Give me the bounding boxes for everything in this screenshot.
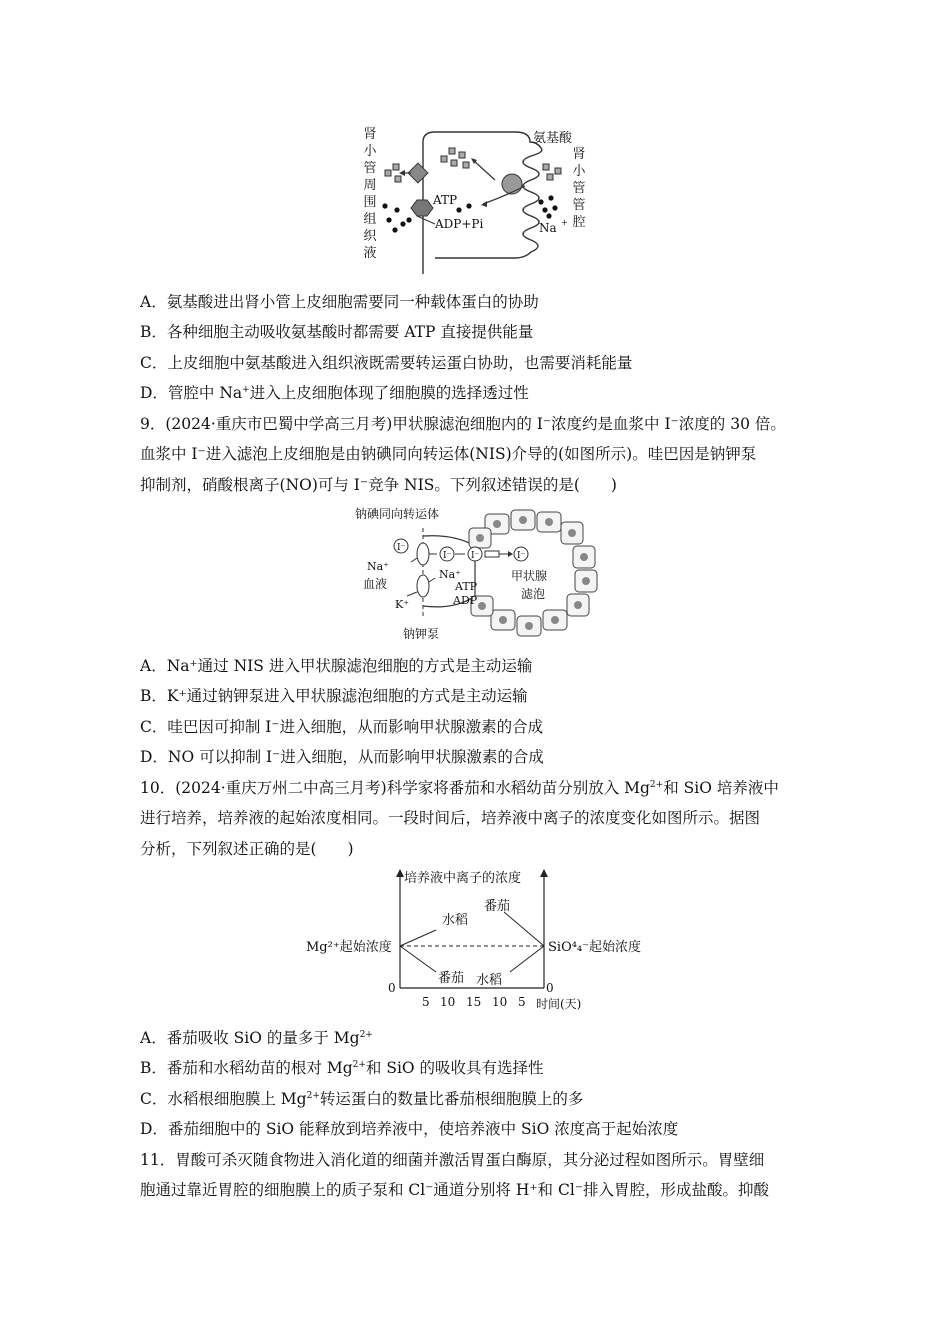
k-label: K⁺ <box>395 598 410 611</box>
q8-option-c: C．上皮细胞中氨基酸进入组织液既需要转运蛋白协助，也需要消耗能量 <box>140 354 633 372</box>
mg-rice-line <box>400 930 436 946</box>
q11-stem-line-2: 胞通过靠近胃腔的细胞膜上的质子泵和 Cl⁻通道分别将 H⁺和 Cl⁻排入胃腔，形成盐酸。抑酸 <box>140 1181 769 1199</box>
q9-option-b: B．K⁺通过钠钾泵进入甲状腺滤泡细胞的方式是主动运输 <box>140 687 528 705</box>
thyroid-diagram <box>345 506 605 646</box>
atp-pump-icon <box>411 200 433 216</box>
origin-right: 0 <box>546 981 554 995</box>
ion-concentration-chart <box>300 866 660 1016</box>
q8-option-a: A．氨基酸进出肾小管上皮细胞需要同一种载体蛋白的协助 <box>140 293 539 311</box>
q10-option-c: C．水稻根细胞膜上 $Mg^{2+}$转运蛋白的数量比番茄根细胞膜上的多 <box>140 1090 584 1108</box>
atp-label: ATP <box>455 580 478 593</box>
adp-label: ADP+Pi <box>435 217 484 231</box>
svg-text:I⁻: I⁻ <box>443 551 452 561</box>
blood-label: 血液 <box>363 577 388 591</box>
q9-stem-line-1: 9．(2024·重庆市巴蜀中学高三月考)甲状腺滤泡细胞内的 I⁻浓度约是血浆中 I⁻浓度的 30 倍。 <box>140 415 786 433</box>
x-tick: 5 <box>518 995 526 1009</box>
q10-stem-line-2: 进行培养，培养液的起始浓度相同。一段时间后，培养液中离子的浓度变化如图所示。据图 <box>140 809 761 827</box>
x-axis-label: 时间(天) <box>536 997 582 1011</box>
na-label: Na <box>539 221 557 235</box>
svg-text:+: + <box>561 218 568 227</box>
series-label-rice-si: 水稻 <box>476 973 503 988</box>
q9-stem-line-3: 抑制剂，硝酸根离子(NO)可与 I⁻竞争 NIS。下列叙述错误的是( ) <box>140 476 617 494</box>
pump-label: 钠钾泵 <box>403 627 440 641</box>
mg-tomato-line <box>400 946 436 972</box>
q10-option-d: D．番茄细胞中的 SiO 能释放到培养液中，使培养液中 SiO 浓度高于起始浓度 <box>140 1120 679 1138</box>
q9-option-c: C．哇巴因可抑制 I⁻进入细胞，从而影响甲状腺激素的合成 <box>140 718 544 736</box>
amino-acid-label: 氨基酸 <box>533 131 573 146</box>
x-tick: 10 <box>492 995 508 1009</box>
x-tick: 15 <box>466 995 482 1009</box>
series-label-rice-mg: 水稻 <box>442 913 469 928</box>
left-ylabel: Mg²⁺起始浓度 <box>306 940 392 955</box>
kidney-diagram <box>355 124 595 284</box>
tubule-lumen-label: 肾小管管腔 <box>572 147 586 230</box>
nis-label: 钠碘同向转运体 <box>355 507 440 521</box>
follicle-label-2: 滤泡 <box>521 587 546 601</box>
chart-title: 培养液中离子的浓度 <box>404 871 522 886</box>
cotransporter-icon <box>502 174 522 194</box>
q10-option-a: A．番茄吸收 SiO 的量多于 $Mg^{2+}$ <box>140 1029 373 1047</box>
svg-text:I⁻: I⁻ <box>517 551 526 561</box>
follicle-label-1: 甲状腺 <box>511 569 548 583</box>
thyroid-follicle-figure <box>345 506 605 646</box>
adp-label: ADP <box>453 594 478 607</box>
atp-label: ATP <box>433 193 458 207</box>
si-rice-line <box>510 946 544 972</box>
q9-option-a: A．Na⁺通过 NIS 进入甲状腺滤泡细胞的方式是主动运输 <box>140 657 533 675</box>
series-label-tomato-si: 番茄 <box>484 899 511 914</box>
q9-stem-line-2: 血浆中 I⁻进入滤泡上皮细胞是由钠碘同向转运体(NIS)介导的(如图所示)。哇巴因是钠钾泵 <box>140 445 757 463</box>
x-tick: 10 <box>440 995 456 1009</box>
q8-option-d: D．管腔中 Na+进入上皮细胞体现了细胞膜的选择透过性 <box>140 384 529 402</box>
x-tick: 5 <box>422 995 430 1009</box>
q8-option-b: B．各种细胞主动吸收氨基酸时都需要 ATP 直接提供能量 <box>140 323 534 341</box>
si-tomato-line <box>504 912 544 946</box>
q10-stem-line-3: 分析，下列叙述正确的是( ) <box>140 840 354 858</box>
kidney-transport-figure <box>355 124 595 284</box>
q10-option-b: B．番茄和水稻幼苗的根对 $Mg^{2+}$和 SiO 的吸收具有选择性 <box>140 1059 544 1077</box>
q9-option-d: D．NO 可以抑制 I⁻进入细胞，从而影响甲状腺激素的合成 <box>140 748 544 766</box>
series-label-tomato-mg: 番茄 <box>438 971 465 986</box>
chart-svg <box>300 866 660 1016</box>
q10-stem-line-1: 10．(2024·重庆万州二中高三月考)科学家将番茄和水稻幼苗分别放入 $Mg^{2+}$和 SiO 培养液中 <box>140 779 779 797</box>
right-ylabel: SiO⁴₄⁻起始浓度 <box>548 940 642 955</box>
tissue-fluid-label: 肾小管周围组织液 <box>363 127 377 261</box>
svg-text:I⁻: I⁻ <box>471 551 480 561</box>
origin-left: 0 <box>388 981 396 995</box>
na-label-2: Na⁺ <box>439 568 461 581</box>
q11-stem-line-1: 11．胃酸可杀灭随食物进入消化道的细菌并激活胃蛋白酶原，其分泌过程如图所示。胃壁细 <box>140 1151 765 1169</box>
na-label: Na⁺ <box>367 560 389 573</box>
svg-text:I⁻: I⁻ <box>397 543 406 553</box>
